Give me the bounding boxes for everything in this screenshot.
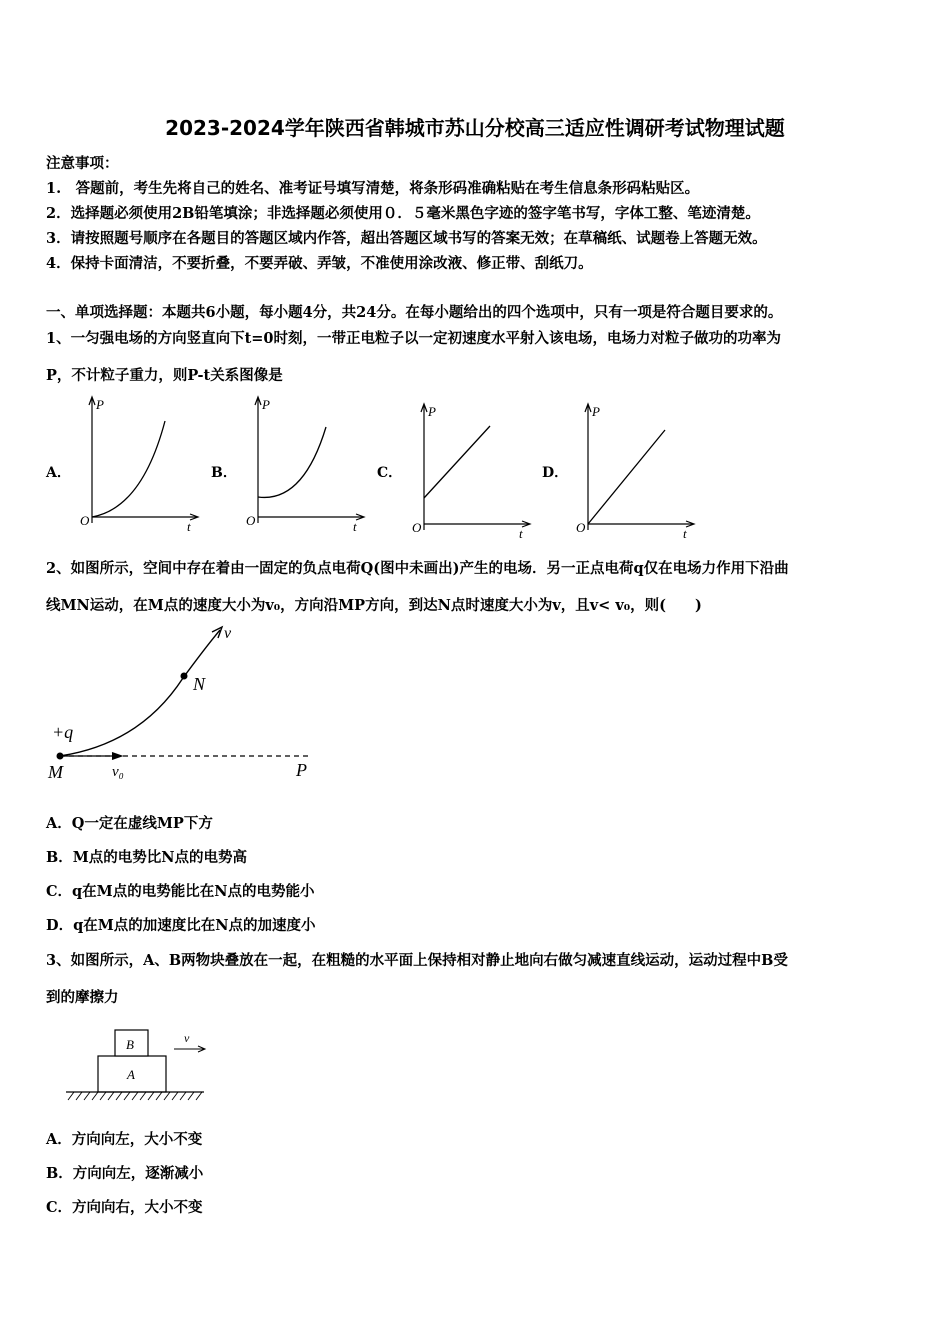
q1-stem: 1、一匀强电场的方向竖直向下t=0时刻，一带正电粒子以一定初速度水平射入该电场，电场力对粒子做功的功率为 — [46, 330, 782, 347]
point-m-label: M — [48, 762, 63, 782]
section-heading: 一、单项选择题：本题共6小题，每小题4分，共24分。在每小题给出的四个选项中，只有一项是符合题目要求的。 — [46, 304, 783, 321]
block-a-label: A — [127, 1067, 135, 1082]
velocity-v-label: v — [184, 1031, 190, 1045]
q2-option-c: C．q在M点的电势能比在N点的电势能小 — [46, 883, 315, 900]
q3-stem: 3、如图所示，A、B两物块叠放在一起，在粗糙的水平面上保持相对静止地向右做匀减速直线运动，运动过程中B受 — [46, 952, 788, 969]
q3-blocks-figure — [62, 1024, 212, 1104]
q1-option-c-label: C． — [377, 465, 403, 481]
q1-option-a-label: A． — [46, 465, 71, 481]
origin-label: O — [412, 520, 422, 535]
graph-d — [568, 400, 698, 540]
point-p-label: P — [296, 760, 307, 780]
origin-label: O — [576, 520, 586, 535]
velocity-v0-label: v₀ — [112, 764, 124, 780]
graph-b — [238, 393, 368, 533]
axis-p-label: P — [262, 397, 270, 412]
block-b-label: B — [126, 1037, 134, 1052]
notice-item: 3．请按照题号顺序在各题目的答题区域内作答，超出答题区域书写的答案无效；在草稿纸、试题卷上答题无效。 — [46, 230, 767, 247]
origin-label: O — [246, 513, 256, 528]
page-title: 2023-2024学年陕西省韩城市苏山分校高三适应性调研考试物理试题 — [165, 116, 785, 140]
axis-p-label: P — [592, 404, 600, 419]
q2-trajectory-figure — [40, 618, 340, 788]
axis-p-label: P — [96, 397, 104, 412]
q1-option-b-label: B． — [211, 465, 237, 481]
q1-stem: P，不计粒子重力，则P-t关系图像是 — [46, 367, 283, 384]
q3-option-c: C．方向向右，大小不变 — [46, 1199, 203, 1216]
q2-option-d: D．q在M点的加速度比在N点的加速度小 — [46, 917, 316, 934]
q2-stem: 2、如图所示，空间中存在着由一固定的负点电荷Q(图中未画出)产生的电场．另一正点电荷q仅在电场力作用下沿曲 — [46, 560, 789, 577]
axis-t-label: t — [683, 526, 687, 540]
q2-stem: 线MN运动，在M点的速度大小为v₀，方向沿MP方向，到达N点时速度大小为v，且v< v₀，则( ) — [46, 597, 702, 614]
charge-label: +q — [52, 722, 74, 742]
graph-a — [72, 393, 202, 533]
velocity-v-label: v — [224, 625, 232, 642]
q3-stem: 到的摩擦力 — [46, 989, 119, 1006]
notice-item: 2．选择题必须使用2B铅笔填涂；非选择题必须使用０．５毫米黑色字迹的签字笔书写，字体工整、笔迹清楚。 — [46, 205, 760, 222]
notice-heading: 注意事项： — [46, 155, 119, 172]
q3-option-a: A．方向向左，大小不变 — [46, 1131, 203, 1148]
axis-t-label: t — [187, 519, 191, 533]
axis-t-label: t — [519, 526, 523, 540]
point-n-label: N — [193, 674, 206, 694]
notice-item: 1. 答题前，考生先将自己的姓名、准考证号填写清楚，将条形码准确粘贴在考生信息条形码粘贴区。 — [46, 180, 700, 197]
axis-t-label: t — [353, 519, 357, 533]
graph-c — [404, 400, 534, 540]
point-n — [181, 673, 188, 680]
notice-item: 4．保持卡面清洁，不要折叠，不要弄破、弄皱，不准使用涂改液、修正带、刮纸刀。 — [46, 255, 593, 272]
q2-option-b: B．M点的电势比N点的电势高 — [46, 849, 248, 866]
axis-p-label: P — [428, 404, 436, 419]
origin-label: O — [80, 513, 90, 528]
point-m — [57, 753, 64, 760]
q3-option-b: B．方向向左，逐渐减小 — [46, 1165, 204, 1182]
q2-option-a: A．Q一定在虚线MP下方 — [46, 815, 213, 832]
q1-option-d-label: D． — [542, 465, 569, 481]
